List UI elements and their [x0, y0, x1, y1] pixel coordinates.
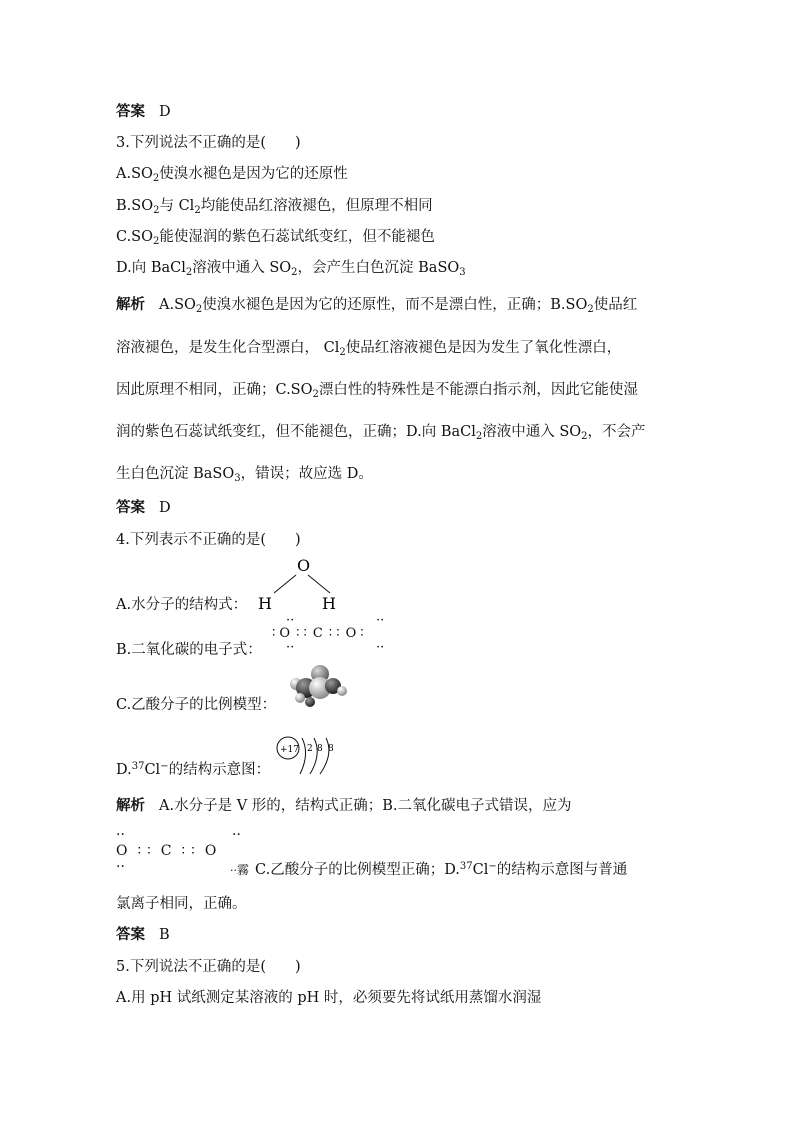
explanation-q3-line-2: 溶液褪色，是发生化合型漂白， $Cl_2$使品红溶液褪色是因为发生了氧化性漂白，: [116, 340, 622, 358]
water-hydrogen-left: H: [258, 594, 272, 613]
answer-value: D: [159, 500, 171, 516]
explanation-q3-line-1: 解析 $A.SO_2$使溴水褪色是因为它的还原性，而不是漂白性，正确；$B.SO_2$使品红: [116, 296, 638, 315]
answer-label: 答案: [116, 926, 145, 943]
question-3-stem: 3.下列说法不正确的是( ): [116, 135, 301, 151]
co2-dots-top-right: ··: [376, 613, 385, 628]
explanation-q3-line-3: 因此原理不相同，正确；$C.SO_2$漂白性的特殊性是不能漂白指示剂，因此它能使湿: [116, 382, 638, 400]
explanation-q3-line-5: 生白色沉淀 BaSO$_3$，错误；故应选 D。: [116, 466, 373, 484]
question-5-option-a: A.用 pH 试纸测定某溶液的 pH 时，必须要先将试纸用蒸馏水润湿: [116, 990, 542, 1006]
explanation-label: 解析: [116, 296, 145, 313]
co2-dots-bottom-right: ··: [376, 640, 385, 655]
nucleus-charge: +17: [280, 745, 299, 755]
explanation-q4-line-2: ··霧 C.乙酸分子的比例模型正确；D.$^{37}$Cl−的结构示意图与普通: [230, 861, 628, 878]
co2-formula-row: ∶ O ∶ ∶ C ∶ ∶ O ∶: [272, 626, 364, 641]
question-3-option-d: D.向 BaCl$_2$溶液中通入 $SO_2$，会产生白色沉淀 BaSO$_3$: [116, 260, 466, 278]
question-4-option-b: B.二氧化碳的电子式：: [116, 642, 262, 658]
co2c-formula-row: O ∶ ∶ C ∶ ∶ O: [116, 843, 217, 859]
shell-2-electrons: 8: [317, 744, 323, 754]
co2c-dots-top-right: ··: [232, 827, 241, 843]
question-3-option-a: $A.SO_2$使溴水褪色是因为它的还原性: [116, 166, 348, 184]
question-4-option-d: D.$^{37}$Cl−的结构示意图：: [116, 761, 271, 778]
answer-value: D: [159, 104, 171, 120]
water-oxygen: O: [297, 556, 311, 575]
question-5-stem: 5.下列说法不正确的是( ): [116, 959, 301, 975]
shell-1-electrons: 2: [307, 744, 313, 754]
question-3-option-b: $B.SO_2$与 $Cl_2$均能使品红溶液褪色，但原理不相同: [116, 198, 433, 216]
explanation-q4-line-3: 氯离子相同，正确。: [116, 896, 247, 912]
explanation-q3-line-4: 润的紫色石蕊试纸变红，但不能褪色，正确；D.向 BaCl$_2$溶液中通入 $SO_2$，不会产: [116, 424, 646, 442]
explanation-label: 解析: [116, 797, 145, 814]
answer-label: 答案: [116, 499, 145, 516]
model-atom-h3: [295, 693, 305, 703]
water-structure-figure: [252, 553, 348, 613]
water-hydrogen-right: H: [322, 594, 336, 613]
question-4-option-c: C.乙酸分子的比例模型：: [116, 697, 277, 713]
answer-line-q2: [116, 102, 171, 122]
water-bond-right: [308, 575, 330, 593]
shell-arc-1: [300, 738, 306, 774]
model-atom-h4: [305, 697, 315, 707]
question-4-option-a: A.水分子的结构式：: [116, 597, 248, 613]
explanation-q4-line-1: 解析 A.水分子是 V 形的，结构式正确；B.二氧化碳电子式错误，应为: [116, 797, 572, 814]
co2c-dots-top-left: ··: [116, 827, 125, 843]
answer-label: 答案: [116, 103, 145, 120]
water-bond-left: [274, 575, 296, 593]
answer-value: B: [159, 927, 170, 943]
chloride-ion-structure-diagram: [274, 734, 338, 778]
answer-line-q4: [116, 925, 170, 945]
shell-3-electrons: 8: [328, 744, 334, 754]
co2c-dots-bottom-left: ··: [116, 859, 125, 875]
co2-dots-top-left: ··: [286, 613, 295, 628]
question-3-option-c: $C.SO_2$能使湿润的紫色石蕊试纸变红，但不能褪色: [116, 229, 435, 247]
acetic-acid-space-filling-model: [286, 664, 352, 708]
co2-electron-formula: [272, 614, 408, 654]
answer-line-q3: [116, 498, 171, 518]
co2-dots-bottom-left: ··: [286, 640, 295, 655]
question-4-stem: 4.下列表示不正确的是( ): [116, 532, 301, 548]
model-atom-h2: [337, 686, 347, 696]
